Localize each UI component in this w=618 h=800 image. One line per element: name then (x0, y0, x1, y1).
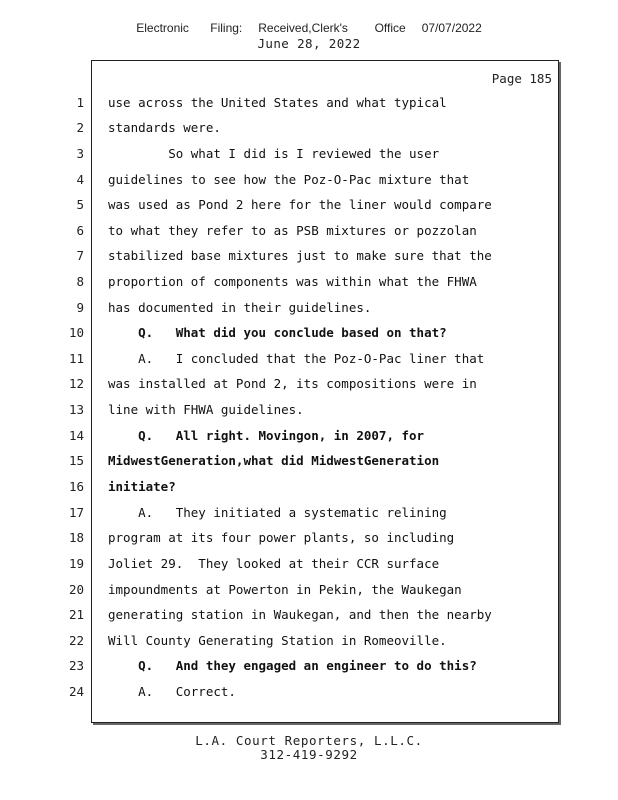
transcript-line (0, 144, 560, 164)
line-number: 3 (76, 146, 84, 161)
page-number: Page 185 (491, 71, 552, 86)
transcript-line (0, 298, 560, 318)
line-number: 23 (68, 658, 84, 673)
transcript-line (0, 580, 560, 600)
transcript-line (0, 349, 560, 369)
line-number: 4 (76, 172, 84, 187)
transcript-line (0, 374, 560, 394)
transcript-line (0, 323, 560, 343)
transcript-line (0, 221, 560, 241)
line-text: Q. And they engaged an engineer to do this? (108, 658, 477, 673)
line-text: Q. What did you conclude based on that? (108, 325, 447, 340)
transcript-line (0, 93, 560, 113)
line-text: impoundments at Powerton in Pekin, the Waukegan (108, 582, 462, 597)
line-number: 11 (68, 351, 84, 366)
line-text: program at its four power plants, so including (108, 530, 455, 545)
line-number: 24 (68, 684, 84, 699)
filing-stamp: Electronic Filing: Received,Clerk's Office 07/07/2022 (136, 21, 482, 35)
line-text: standards were. (108, 120, 221, 135)
transcript-line (0, 272, 560, 292)
line-text: guidelines to see how the Poz-O-Pac mixture that (108, 172, 470, 187)
line-text: to what they refer to as PSB mixtures or pozzolan (108, 223, 477, 238)
line-number: 16 (68, 479, 84, 494)
footer-phone: 312-419-9292 (260, 747, 358, 762)
line-number: 21 (68, 607, 84, 622)
line-text: has documented in their guidelines. (108, 300, 372, 315)
line-text: A. I concluded that the Poz-O-Pac liner that (108, 351, 485, 366)
line-text: was used as Pond 2 here for the liner would compare (108, 197, 492, 212)
transcript-line (0, 195, 560, 215)
line-number: 13 (68, 402, 84, 417)
line-text: was installed at Pond 2, its compositions were in (108, 376, 477, 391)
line-text: So what I did is I reviewed the user (108, 146, 440, 161)
line-number: 7 (76, 248, 84, 263)
line-number: 1 (76, 95, 84, 110)
line-text: MidwestGeneration,what did MidwestGeneration (108, 453, 440, 468)
line-text: Will County Generating Station in Romeoville. (108, 633, 447, 648)
transcript-date: June 28, 2022 (257, 36, 361, 51)
line-number: 5 (76, 197, 84, 212)
line-text: use across the United States and what typical (108, 95, 447, 110)
line-number: 19 (68, 556, 84, 571)
line-number: 6 (76, 223, 84, 238)
line-number: 15 (68, 453, 84, 468)
line-text: Q. All right. Movingon, in 2007, for (108, 428, 425, 443)
footer-company: L.A. Court Reporters, L.L.C. (195, 733, 423, 748)
transcript-line (0, 656, 560, 676)
transcript-line (0, 477, 560, 497)
line-text: proportion of components was within what the FHWA (108, 274, 477, 289)
line-text: A. They initiated a systematic relining (108, 505, 447, 520)
transcript-line (0, 118, 560, 138)
transcript-line (0, 426, 560, 446)
transcript-line (0, 605, 560, 625)
line-number: 10 (68, 325, 84, 340)
line-number: 20 (68, 582, 84, 597)
line-text: generating station in Waukegan, and then the nearby (108, 607, 492, 622)
transcript-line (0, 631, 560, 651)
transcript-line (0, 170, 560, 190)
line-number: 17 (68, 505, 84, 520)
line-number: 8 (76, 274, 84, 289)
line-number: 22 (68, 633, 84, 648)
transcript-line (0, 554, 560, 574)
line-text: initiate? (108, 479, 176, 494)
line-number: 9 (76, 300, 84, 315)
line-text: Joliet 29. They looked at their CCR surface (108, 556, 440, 571)
transcript-line (0, 400, 560, 420)
line-text: line with FHWA guidelines. (108, 402, 304, 417)
transcript-line (0, 451, 560, 471)
transcript-line (0, 503, 560, 523)
line-number: 12 (68, 376, 84, 391)
line-number: 18 (68, 530, 84, 545)
transcript-line (0, 528, 560, 548)
line-number: 14 (68, 428, 84, 443)
line-text: A. Correct. (108, 684, 236, 699)
transcript-line (0, 246, 560, 266)
line-number: 2 (76, 120, 84, 135)
line-text: stabilized base mixtures just to make sure that the (108, 248, 492, 263)
transcript-line (0, 682, 560, 702)
